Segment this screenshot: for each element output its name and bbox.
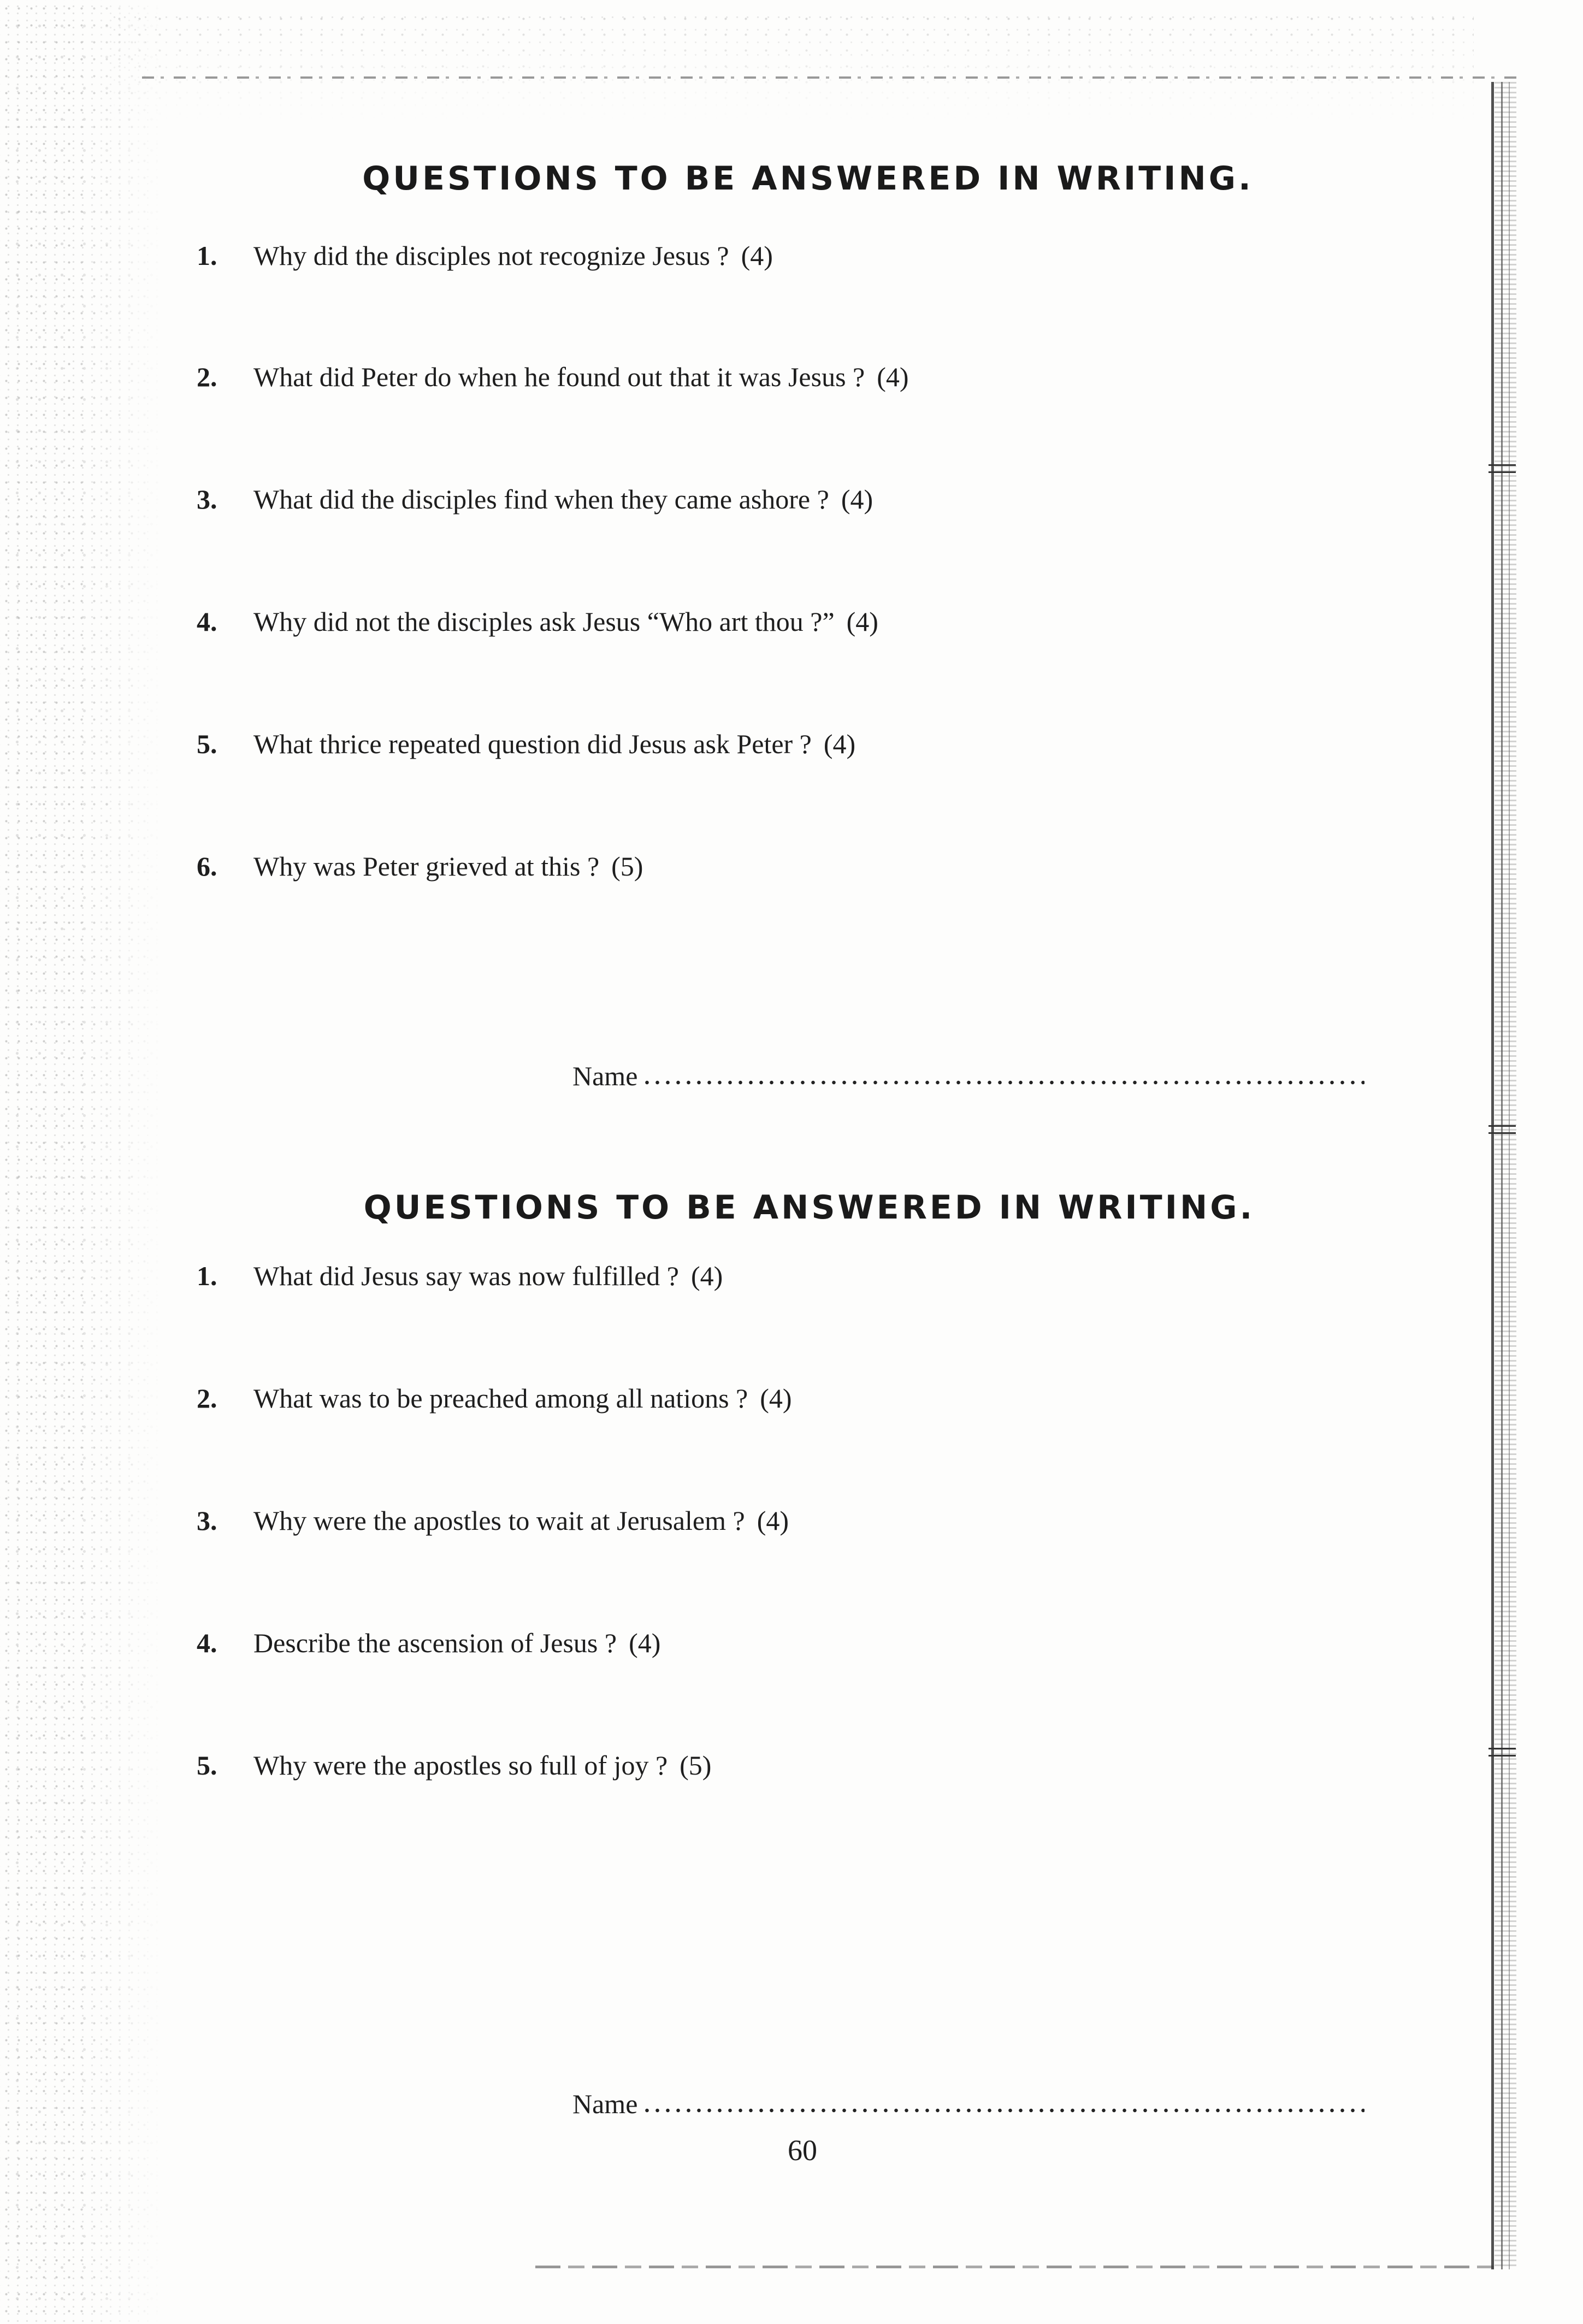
question-text: What did Jesus say was now fulfilled ?	[253, 1261, 680, 1291]
question-number: 5.	[197, 729, 217, 759]
question-text: Why did not the disciples ask Jesus “Who art thou ?”	[253, 606, 835, 637]
question-number: 1.	[197, 1261, 217, 1291]
name-dotted-line	[642, 2107, 1365, 2114]
binding-edge	[1475, 82, 1535, 2269]
name-dotted-line	[642, 1079, 1365, 1086]
question-item	[197, 1382, 792, 1415]
question-number: 4.	[197, 606, 217, 637]
name-field[interactable]	[572, 2088, 1365, 2120]
question-text: What did Peter do when he found out that it was Jesus ?	[253, 362, 865, 392]
page-number: 60	[788, 2134, 817, 2167]
section-2-heading: QUESTIONS TO BE ANSWERED IN WRITING.	[363, 1188, 1255, 1227]
question-item	[197, 483, 873, 516]
question-item	[197, 1259, 723, 1292]
question-marks: (5)	[611, 851, 643, 882]
question-item	[197, 1504, 789, 1537]
question-marks: (4)	[841, 484, 873, 515]
question-item	[197, 360, 909, 393]
page-bottom-edge	[535, 2266, 1496, 2268]
scan-noise-left	[0, 0, 164, 2324]
question-marks: (4)	[691, 1261, 723, 1291]
question-marks: (4)	[760, 1383, 792, 1414]
name-label: Name	[572, 1061, 638, 1091]
name-field[interactable]	[572, 1060, 1365, 1092]
question-text: Why were the apostles so full of joy ?	[253, 1750, 668, 1781]
question-item	[197, 1749, 711, 1782]
question-text: What thrice repeated question did Jesus ask Peter ?	[253, 729, 812, 759]
question-item	[197, 850, 643, 883]
question-item	[197, 239, 773, 272]
question-text: Why did the disciples not recognize Jesus ?	[253, 240, 729, 271]
question-number: 5.	[197, 1750, 217, 1781]
question-number: 2.	[197, 1383, 217, 1414]
question-item	[197, 605, 878, 638]
question-item	[197, 1627, 660, 1659]
question-marks: (4)	[846, 606, 878, 637]
question-number: 1.	[197, 240, 217, 271]
question-text: Describe the ascension of Jesus ?	[253, 1628, 617, 1658]
scan-noise-top	[109, 11, 1474, 120]
question-marks: (4)	[741, 240, 773, 271]
question-text: Why were the apostles to wait at Jerusalem ?	[253, 1505, 745, 1536]
question-number: 3.	[197, 1505, 217, 1536]
question-number: 2.	[197, 362, 217, 392]
question-marks: (4)	[823, 729, 856, 759]
question-marks: (4)	[757, 1505, 789, 1536]
question-text: What was to be preached among all nations ?	[253, 1383, 748, 1414]
page-top-edge	[142, 76, 1517, 79]
question-number: 6.	[197, 851, 217, 882]
question-item	[197, 728, 855, 760]
question-marks: (5)	[680, 1750, 712, 1781]
section-1-heading: QUESTIONS TO BE ANSWERED IN WRITING.	[362, 159, 1254, 198]
question-marks: (4)	[629, 1628, 661, 1658]
question-text: What did the disciples find when they came ashore ?	[253, 484, 829, 515]
question-number: 3.	[197, 484, 217, 515]
question-marks: (4)	[877, 362, 909, 392]
name-label: Name	[572, 2089, 638, 2119]
question-text: Why was Peter grieved at this ?	[253, 851, 600, 882]
question-number: 4.	[197, 1628, 217, 1658]
